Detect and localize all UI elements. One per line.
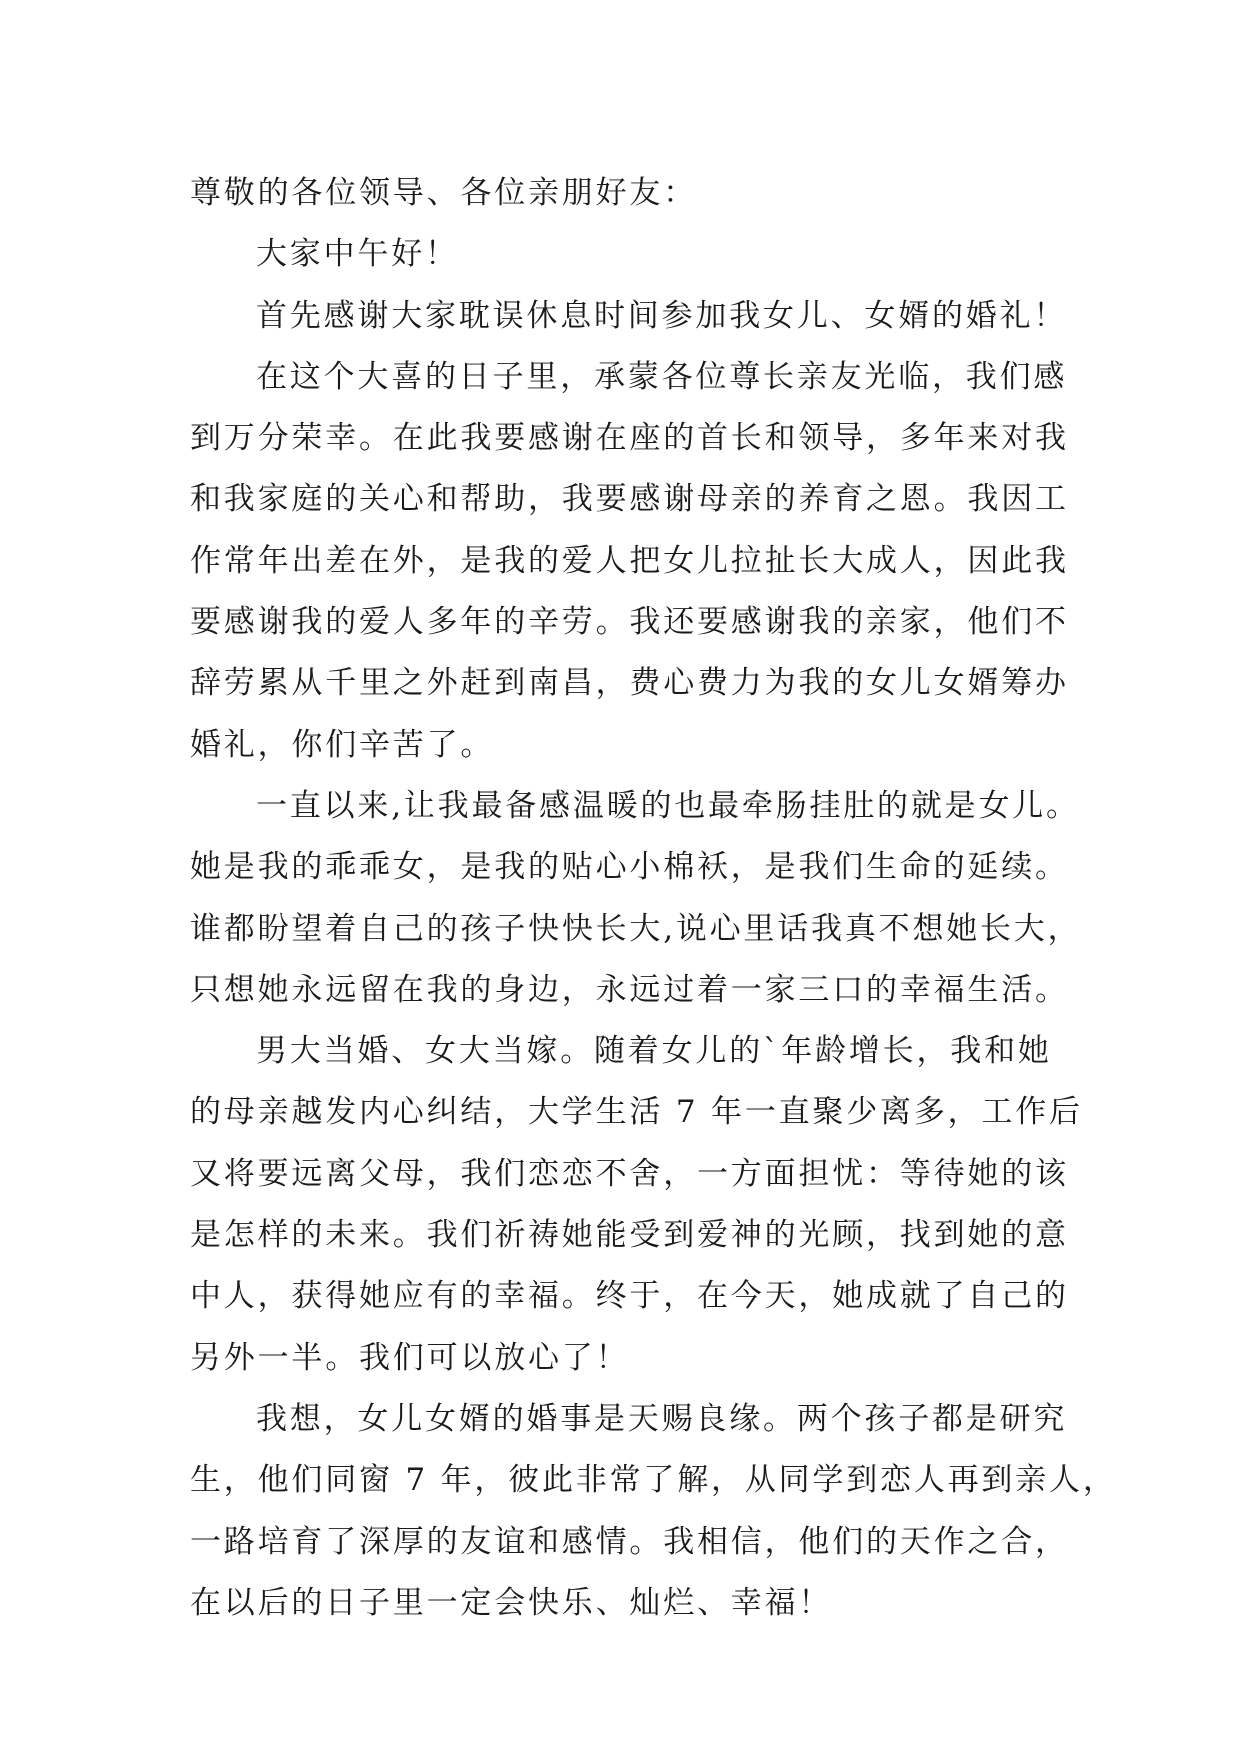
text-line: 作常年出差在外，是我的爱人把女儿拉扯长大成人，因此我 — [190, 542, 1069, 579]
text-line: 生，他们同窗 7 年，彼此非常了解，从同学到恋人再到亲人， — [190, 1462, 1117, 1499]
text-line: 一路培育了深厚的友谊和感情。我相信，他们的天作之合， — [190, 1523, 1069, 1560]
text-line: 中人，获得她应有的幸福。终于，在今天，她成就了自己的 — [190, 1278, 1069, 1315]
speech-text — [190, 163, 1117, 1634]
text-line: 她是我的乖乖女，是我的贴心小棉袄，是我们生命的延续。 — [190, 849, 1069, 886]
text-line: 是怎样的未来。我们祈祷她能受到爱神的光顾，找到她的意 — [190, 1217, 1069, 1254]
text-line: 辞劳累从千里之外赶到南昌，费心费力为我的女儿女婿筹办 — [190, 665, 1069, 702]
text-line: 婚礼，你们辛苦了。 — [190, 726, 495, 763]
text-line: 又将要远离父母，我们恋恋不舍，一方面担忧：等待她的该 — [190, 1155, 1069, 1192]
text-line: 和我家庭的关心和帮助，我要感谢母亲的养育之恩。我因工 — [190, 481, 1069, 518]
text-line: 首先感谢大家耽误休息时间参加我女儿、女婿的婚礼！ — [256, 297, 1068, 334]
text-line: 在以后的日子里一定会快乐、灿烂、幸福！ — [190, 1584, 833, 1621]
text-line: 只想她永远留在我的身边，永远过着一家三口的幸福生活。 — [190, 971, 1069, 1008]
text-line: 在这个大喜的日子里，承蒙各位尊长亲友光临，我们感 — [256, 358, 1068, 395]
text-line: 谁都盼望着自己的孩子快快长大,说心里话我真不想她长大， — [190, 910, 1082, 947]
text-line: 的母亲越发内心纠结，大学生活 7 年一直聚少离多，工作后 — [190, 1094, 1083, 1131]
text-line: 男大当婚、女大当嫁。随着女儿的`年龄增长，我和她 — [256, 1033, 1052, 1070]
text-line: 一直以来,让我最备感温暖的也最牵肠挂肚的就是女儿。 — [256, 787, 1080, 824]
text-line: 要感谢我的爱人多年的辛劳。我还要感谢我的亲家，他们不 — [190, 604, 1069, 641]
text-line: 另外一半。我们可以放心了！ — [190, 1339, 630, 1376]
text-line: 尊敬的各位领导、各位亲朋好友： — [190, 175, 697, 211]
text-line: 到万分荣幸。在此我要感谢在座的首长和领导，多年来对我 — [190, 420, 1069, 457]
text-line: 大家中午好！ — [256, 236, 459, 273]
text-line: 我想，女儿女婿的婚事是天赐良缘。两个孩子都是研究 — [256, 1400, 1068, 1437]
